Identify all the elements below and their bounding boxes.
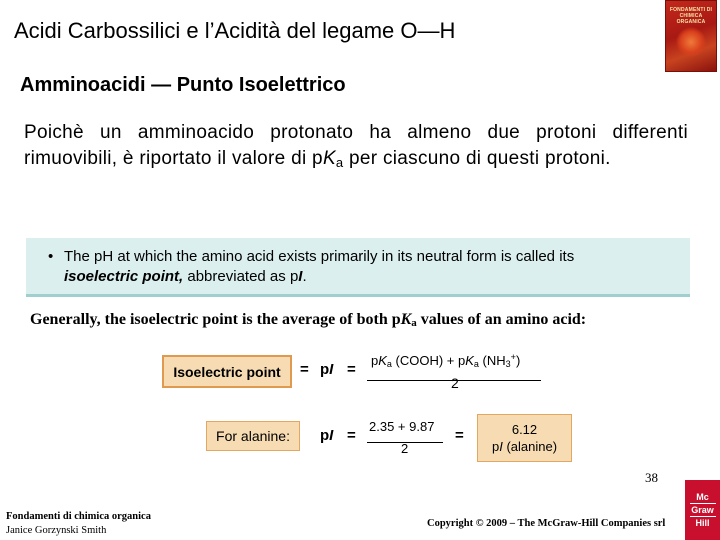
slide-title: Acidi Carbossilici e l’Acidità del legame O—H [14,18,456,43]
equation1-numerator: pKa (COOH) + pKa (NH3+) [371,352,521,369]
intro-text-end: per ciascuno di questi protoni. [343,148,611,169]
general-text-start: Generally, the isoelectric point is the average of both p [30,311,401,328]
mcgraw-hill-logo [685,480,720,540]
isoelectric-point-label-box [162,355,292,388]
general-k-symbol: K [400,311,412,328]
alanine-label: For alanine: [216,428,290,444]
general-a-subscript: a [411,317,417,329]
result-label: pI (alanine) [491,439,558,454]
bullet-icon: • [48,248,54,265]
equation2-denominator: 2 [401,441,409,456]
footer-book-title: Fondamenti di chimica organica [6,511,151,522]
pi-symbol: pI [320,427,334,444]
result-value: 6.12 [511,422,538,437]
intro-a-subscript: a [335,155,344,170]
equals-sign: = [347,427,356,444]
footer-citation [6,510,151,538]
definition-line-1: The pH at which the amino acid exists primarily in its neutral form is called its [64,248,575,265]
equation1-denominator: 2 [451,375,459,391]
pi-symbol: pI [320,361,334,378]
definition-pi-symbol: I [298,268,303,285]
flower-graphic [676,27,706,57]
equals-sign: = [347,361,356,378]
intro-paragraph [24,120,688,176]
footer-author: Janice Gorzynski Smith [6,525,107,536]
book-cover-text: FONDAMENTI DI CHIMICA ORGANICA [669,7,713,25]
logo-line-1: Mc [690,491,716,504]
definition-line-2 [64,267,664,287]
alanine-label-box [206,421,300,451]
equals-sign: = [455,427,464,444]
book-cover-image [665,0,717,72]
copyright-text: Copyright © 2009 – The McGraw-Hill Companies srl [427,518,666,529]
intro-text-start: Poichè un amminoacido protonato ha almeno due protoni differenti rimuovibili, è riportato il valore di p [24,122,688,169]
definition-term: isoelectric point, [64,268,184,285]
general-text-end: values of an amino acid: [416,311,587,328]
equation2-numerator: 2.35 + 9.87 [369,419,435,434]
slide-subtitle: Amminoacidi — Punto Isoelettrico [20,74,346,96]
definition-period: . [302,268,307,285]
definition-text [64,247,664,287]
general-statement [30,311,586,329]
isoelectric-point-label: Isoelectric point [173,363,281,380]
equals-sign: = [300,361,309,378]
intro-k-symbol: K [322,148,336,169]
alanine-result-box [477,414,572,462]
logo-line-2: Graw [691,505,714,515]
logo-line-3: Hill [695,518,710,528]
definition-abbrev-text: abbreviated as p [183,268,299,285]
page-number: 38 [645,470,658,485]
